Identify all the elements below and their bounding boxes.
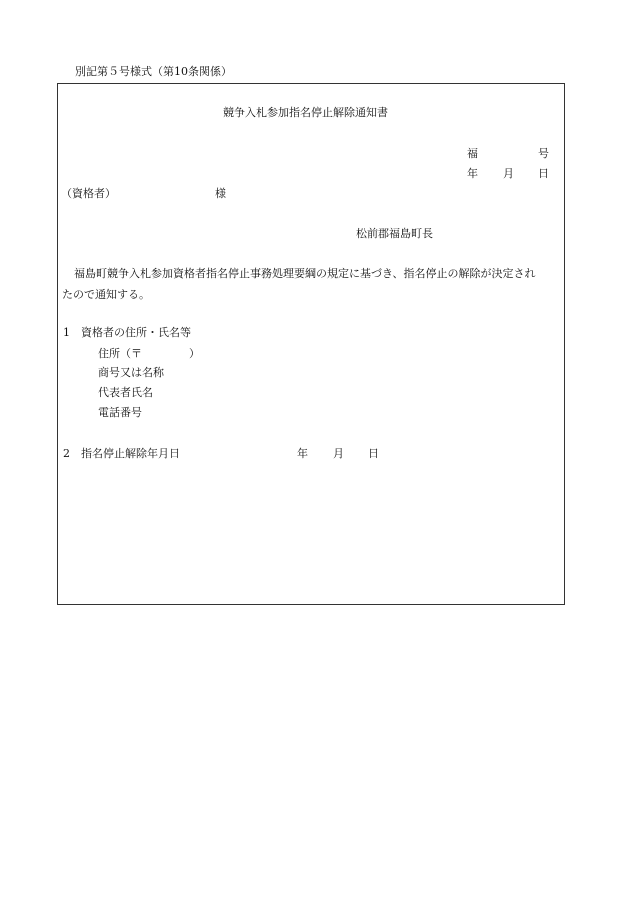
addressee-honorific: 様 xyxy=(215,187,226,200)
phone-label: 電話番号 xyxy=(98,406,142,419)
item-2-month: 月 xyxy=(333,447,344,460)
item-1-label: 資格者の住所・氏名等 xyxy=(81,326,191,339)
item-2-label: 指名停止解除年月日 xyxy=(81,447,180,460)
form-label: 別記第５号様式（第10条関係） xyxy=(75,65,232,78)
sender: 松前郡福島町長 xyxy=(356,227,433,240)
company-name-label: 商号又は名称 xyxy=(98,366,164,379)
item-1-number: 1 xyxy=(63,326,70,339)
document-frame xyxy=(57,83,565,605)
date-month: 月 xyxy=(503,167,514,180)
item-2-year: 年 xyxy=(297,447,308,460)
office-char: 福 xyxy=(467,147,478,160)
body-text-line2: たので通知する。 xyxy=(62,288,150,301)
number-suffix: 号 xyxy=(538,147,549,160)
item-2-number: 2 xyxy=(63,447,70,460)
address-label: 住所（〒 xyxy=(98,347,142,360)
representative-label: 代表者氏名 xyxy=(98,386,153,399)
date-year: 年 xyxy=(467,167,478,180)
body-text-line1: 福島町競争入札参加資格者指名停止事務処理要綱の規定に基づき、指名停止の解除が決定され xyxy=(74,267,536,280)
address-close-paren: ） xyxy=(189,347,200,360)
document-title: 競争入札参加指名停止解除通知書 xyxy=(223,106,388,119)
item-2-day: 日 xyxy=(368,447,379,460)
addressee-label: （資格者） xyxy=(61,187,116,200)
date-day: 日 xyxy=(538,167,549,180)
